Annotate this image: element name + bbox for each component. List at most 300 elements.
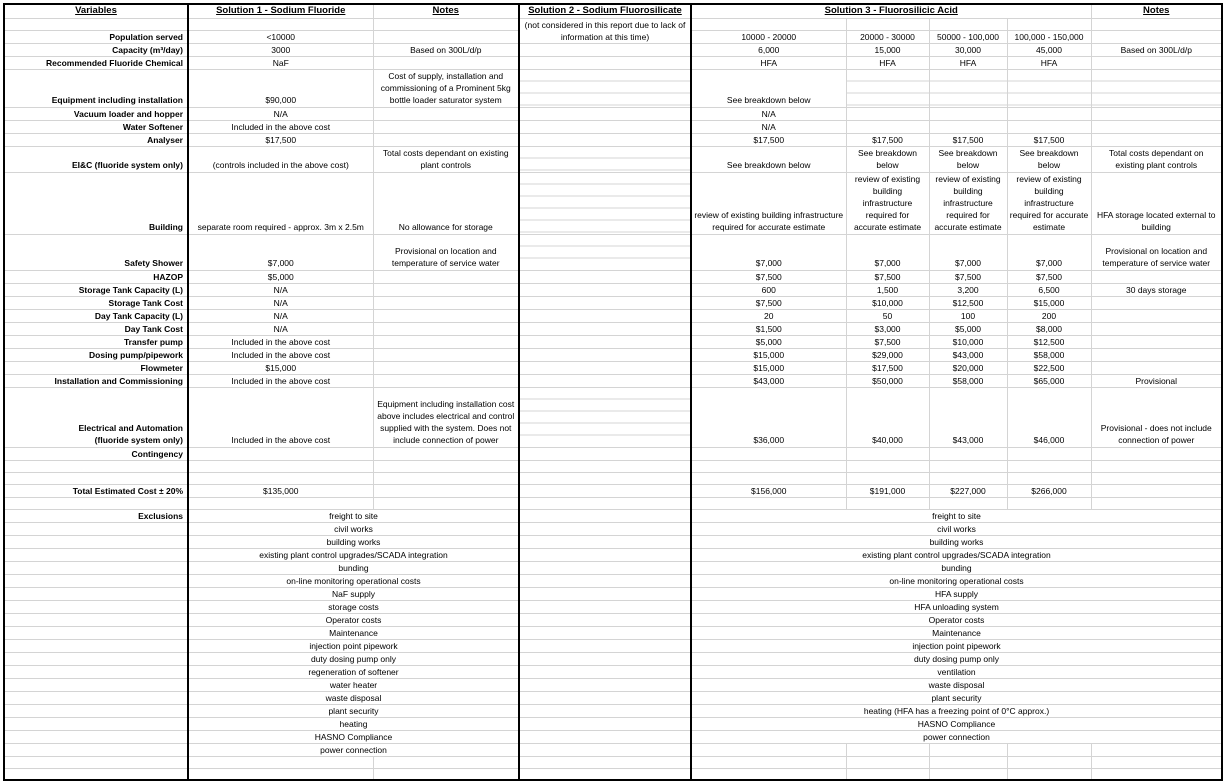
cell-blank [188,756,373,768]
exclusion-sol1-item: duty dosing pump only [188,652,519,665]
cell-blank [1091,472,1222,484]
cell-storage-tank-capacity-sol1: N/A [188,283,373,296]
table-row [4,283,1222,296]
cell-total-estimated-cost-sol3-2: $191,000 [846,484,929,497]
cell-blank [519,613,691,626]
cell-blank [188,460,373,472]
cell-installation-and-commissioning-variable: Installation and Commissioning [4,374,188,387]
cell-vacuum-loader-and-hopper-variable: Vacuum loader and hopper [4,107,188,120]
cell-transfer-pump-sol3-2: $7,500 [846,335,929,348]
cell-blank [1091,18,1222,30]
cell-eic-fluoride-system-only-note3: Total costs dependant on existing plant controls [1091,146,1222,172]
cell-population-served-sol3-4: 100,000 - 150,000 [1007,30,1091,43]
cell-blank [929,756,1007,768]
table-row [4,522,1222,535]
cell-day-tank-cost-sol3-4: $8,000 [1007,322,1091,335]
cell-storage-tank-cost-sol3-2: $10,000 [846,296,929,309]
cell-blank [519,665,691,678]
cell-total-estimated-cost-sol2 [519,484,691,497]
cell-storage-tank-cost-sol3-3: $12,500 [929,296,1007,309]
cell-installation-and-commissioning-note3: Provisional [1091,374,1222,387]
cell-blank [1007,472,1091,484]
cell-blank [1007,768,1091,780]
cell-blank [519,626,691,639]
cell-dosing-pump-pipework-sol3-3: $43,000 [929,348,1007,361]
cell-eic-fluoride-system-only-sol1: (controls included in the above cost) [188,146,373,172]
cell-storage-tank-cost-sol3-1: $7,500 [691,296,846,309]
table-row [4,18,1222,30]
cell-equipment-including-installation-sol3-3 [929,69,1007,107]
header-solution3: Solution 3 - Fluorosilicic Acid [691,4,1091,18]
label-line-1: Electrical and Automation [78,422,183,433]
exclusion-sol1-item: waste disposal [188,691,519,704]
table-row [4,561,1222,574]
table-row [4,678,1222,691]
cell-flowmeter-sol2 [519,361,691,374]
cell-blank [929,497,1007,509]
cell-analyser-sol3-4: $17,500 [1007,133,1091,146]
cell-recommended-fluoride-chemical-sol1: NaF [188,56,373,69]
cell-water-softener-note3 [1091,120,1222,133]
exclusion-sol3-item: freight to site [691,509,1222,522]
cell-transfer-pump-note3 [1091,335,1222,348]
table-row [4,447,1222,460]
cell-population-served-note1 [373,30,519,43]
cell-flowmeter-sol3-2: $17,500 [846,361,929,374]
cell-installation-and-commissioning-sol3-4: $65,000 [1007,374,1091,387]
cell-building-note3: HFA storage located external to building [1091,172,1222,234]
cell-exclusions-label [4,587,188,600]
cell-blank [846,743,929,756]
cell-analyser-note3 [1091,133,1222,146]
cell-equipment-including-installation-note1: Cost of supply, installation and commissioning of a Prominent 5kg bottle loader saturator system [373,69,519,107]
cell-blank [519,704,691,717]
cell-water-softener-sol3-2 [846,120,929,133]
exclusion-sol1-item: water heater [188,678,519,691]
table-row [4,717,1222,730]
cell-hazop-sol3-3: $7,500 [929,270,1007,283]
cell-recommended-fluoride-chemical-note1 [373,56,519,69]
cell-capacity-sol3-1: 6,000 [691,43,846,56]
cell-water-softener-variable: Water Softener [4,120,188,133]
cell-day-tank-capacity-sol3-3: 100 [929,309,1007,322]
cell-analyser-sol2 [519,133,691,146]
cell-capacity-sol3-3: 30,000 [929,43,1007,56]
cell-electrical-and-automation-note1: Equipment including installation cost above includes electrical and control supplied with the system. Does not include connection of power [373,387,519,447]
cell-exclusions-label [4,548,188,561]
cell-blank [4,472,188,484]
cell-population-served-sol3-2: 20000 - 30000 [846,30,929,43]
cell-population-served-note3 [1091,30,1222,43]
cell-population-served-variable: Population served [4,30,188,43]
cell-flowmeter-variable: Flowmeter [4,361,188,374]
exclusion-sol3-item: injection point pipework [691,639,1222,652]
solution2-note: (not considered in this report due to lack of information at this time) [519,18,691,43]
table-row [4,613,1222,626]
cell-blank [519,497,691,509]
cell-capacity-note1: Based on 300L/d/p [373,43,519,56]
exclusion-sol3-item: power connection [691,730,1222,743]
cell-exclusions-label [4,652,188,665]
exclusion-sol1-item: on-line monitoring operational costs [188,574,519,587]
cell-storage-tank-capacity-note1 [373,283,519,296]
cell-blank [1091,768,1222,780]
cell-recommended-fluoride-chemical-sol3-1: HFA [691,56,846,69]
cell-contingency-variable: Contingency [4,447,188,460]
cell-hazop-variable: HAZOP [4,270,188,283]
cell-contingency-sol1 [188,447,373,460]
cell-recommended-fluoride-chemical-sol2 [519,56,691,69]
cell-electrical-and-automation-sol3-4: $46,000 [1007,387,1091,447]
cell-storage-tank-cost-note1 [373,296,519,309]
exclusion-sol1-item: freight to site [188,509,519,522]
exclusion-sol1-item: Operator costs [188,613,519,626]
table-row [4,460,1222,472]
cell-day-tank-cost-sol3-1: $1,500 [691,322,846,335]
cell-flowmeter-sol1: $15,000 [188,361,373,374]
cell-eic-fluoride-system-only-variable: EI&C (fluoride system only) [4,146,188,172]
cell-contingency-sol3-1 [691,447,846,460]
cell-storage-tank-capacity-sol3-1: 600 [691,283,846,296]
cell-blank [373,756,519,768]
cell-water-softener-sol3-4 [1007,120,1091,133]
cell-day-tank-capacity-variable: Day Tank Capacity (L) [4,309,188,322]
cell-vacuum-loader-and-hopper-sol2 [519,107,691,120]
cell-blank [519,652,691,665]
exclusion-sol1-item: HASNO Compliance [188,730,519,743]
cell-flowmeter-sol3-4: $22,500 [1007,361,1091,374]
table-row [4,574,1222,587]
table-row [4,322,1222,335]
cell-electrical-and-automation-sol3-2: $40,000 [846,387,929,447]
cell-storage-tank-cost-note3 [1091,296,1222,309]
exclusion-sol1-item: regeneration of softener [188,665,519,678]
cell-storage-tank-cost-sol1: N/A [188,296,373,309]
cell-hazop-sol3-2: $7,500 [846,270,929,283]
cell-blank [4,768,188,780]
table-row [4,691,1222,704]
table-row [4,639,1222,652]
cell-storage-tank-cost-sol3-4: $15,000 [1007,296,1091,309]
cell-analyser-note1 [373,133,519,146]
cell-safety-shower-sol3-2: $7,000 [846,234,929,270]
cell-flowmeter-note3 [1091,361,1222,374]
cell-blank [519,561,691,574]
cell-building-sol1: separate room required - approx. 3m x 2.5m [188,172,373,234]
table-row [4,509,1222,522]
cell-hazop-note3 [1091,270,1222,283]
cell-blank [1091,743,1222,756]
table-row [4,120,1222,133]
cell-storage-tank-capacity-sol3-4: 6,500 [1007,283,1091,296]
cell-blank [1007,497,1091,509]
cell-blank [846,756,929,768]
label-line-2: (fluoride system only) [94,434,183,445]
cell-safety-shower-note3: Provisional on location and temperature of service water [1091,234,1222,270]
cell-electrical-and-automation-note3: Provisional - does not include connection of power [1091,387,1222,447]
cell-blank [519,743,691,756]
cell-capacity-sol1: 3000 [188,43,373,56]
cell-blank [691,768,846,780]
cell-electrical-and-automation-sol1: Included in the above cost [188,387,373,447]
cell-blank [188,497,373,509]
cell-exclusions-label [4,522,188,535]
exclusion-sol1-item: civil works [188,522,519,535]
cell-exclusions-label [4,574,188,587]
cell-blank [929,460,1007,472]
cell-exclusions-label [4,535,188,548]
cell-total-estimated-cost-sol3-3: $227,000 [929,484,1007,497]
cell-day-tank-cost-variable: Day Tank Cost [4,322,188,335]
table-row [4,361,1222,374]
cell-installation-and-commissioning-sol3-2: $50,000 [846,374,929,387]
cell-electrical-and-automation-variable [4,387,188,447]
cell-blank [846,460,929,472]
table-row [4,535,1222,548]
table-row [4,348,1222,361]
cell-storage-tank-cost-variable: Storage Tank Cost [4,296,188,309]
cell-blank [4,756,188,768]
table-row [4,756,1222,768]
cell-electrical-and-automation-sol3-3: $43,000 [929,387,1007,447]
exclusion-sol1-item: bunding [188,561,519,574]
cell-total-estimated-cost-note3 [1091,484,1222,497]
cell-vacuum-loader-and-hopper-sol3-3 [929,107,1007,120]
exclusion-sol3-item: plant security [691,691,1222,704]
cell-day-tank-capacity-sol2 [519,309,691,322]
table-row [4,587,1222,600]
cell-blank [929,743,1007,756]
cell-blank [691,18,846,30]
header-solution1: Solution 1 - Sodium Fluoride [188,4,373,18]
cell-blank [1007,18,1091,30]
cell-hazop-sol3-1: $7,500 [691,270,846,283]
cell-eic-fluoride-system-only-sol3-4: See breakdown below [1007,146,1091,172]
table-row [4,743,1222,756]
cell-day-tank-cost-sol3-2: $3,000 [846,322,929,335]
cell-blank [691,497,846,509]
cell-blank [519,768,691,780]
table-row [4,309,1222,322]
cell-eic-fluoride-system-only-sol3-3: See breakdown below [929,146,1007,172]
cell-blank [519,600,691,613]
cell-blank [519,730,691,743]
table-row [4,730,1222,743]
cell-blank [691,460,846,472]
cell-blank [929,18,1007,30]
cell-blank [519,535,691,548]
cell-storage-tank-capacity-sol2 [519,283,691,296]
cell-day-tank-cost-sol3-3: $5,000 [929,322,1007,335]
table-row [4,387,1222,447]
exclusion-sol1-item: Maintenance [188,626,519,639]
cell-safety-shower-variable: Safety Shower [4,234,188,270]
cell-capacity-note3: Based on 300L/d/p [1091,43,1222,56]
table-row [4,548,1222,561]
exclusion-sol1-item: NaF supply [188,587,519,600]
cell-blank [188,472,373,484]
cost-comparison-table [3,3,1223,781]
cell-day-tank-capacity-sol3-2: 50 [846,309,929,322]
cell-blank [519,522,691,535]
cell-storage-tank-capacity-variable: Storage Tank Capacity (L) [4,283,188,296]
exclusion-sol1-item: building works [188,535,519,548]
cell-day-tank-cost-sol2 [519,322,691,335]
cell-eic-fluoride-system-only-sol3-1: See breakdown below [691,146,846,172]
cell-water-softener-sol1: Included in the above cost [188,120,373,133]
cell-vacuum-loader-and-hopper-sol3-2 [846,107,929,120]
cell-blank [373,460,519,472]
cell-blank [1091,460,1222,472]
cell-dosing-pump-pipework-note1 [373,348,519,361]
cell-blank [1007,743,1091,756]
table-row [4,472,1222,484]
cell-population-served-sol1: <10000 [188,30,373,43]
cell-blank [4,18,188,30]
cell-capacity-sol3-4: 45,000 [1007,43,1091,56]
cell-exclusions-label [4,704,188,717]
cell-water-softener-sol3-3 [929,120,1007,133]
cell-blank [519,472,691,484]
cell-exclusions-label [4,717,188,730]
header-variables: Variables [4,4,188,18]
cell-installation-and-commissioning-sol3-3: $58,000 [929,374,1007,387]
cell-dosing-pump-pipework-note3 [1091,348,1222,361]
cell-day-tank-capacity-note1 [373,309,519,322]
table-row [4,484,1222,497]
exclusion-sol3-item: existing plant control upgrades/SCADA integration [691,548,1222,561]
cell-capacity-sol2 [519,43,691,56]
cell-blank [691,472,846,484]
cell-vacuum-loader-and-hopper-sol1: N/A [188,107,373,120]
cell-analyser-sol3-3: $17,500 [929,133,1007,146]
cell-water-softener-sol3-1: N/A [691,120,846,133]
cell-blank [188,768,373,780]
cell-blank [4,460,188,472]
exclusion-sol3-item: HFA supply [691,587,1222,600]
cell-installation-and-commissioning-note1 [373,374,519,387]
cell-blank [519,574,691,587]
table-row [4,497,1222,509]
cell-total-estimated-cost-note1 [373,484,519,497]
cell-analyser-variable: Analyser [4,133,188,146]
table-row [4,234,1222,270]
cell-transfer-pump-sol1: Included in the above cost [188,335,373,348]
cell-blank [373,768,519,780]
cell-water-softener-sol2 [519,120,691,133]
header-notes-3: Notes [1091,4,1222,18]
cell-building-sol3-1: review of existing building infrastructure required for accurate estimate [691,172,846,234]
cell-building-sol3-3: review of existing building infrastructure required for accurate estimate [929,172,1007,234]
cell-contingency-sol3-3 [929,447,1007,460]
exclusion-sol3-item: civil works [691,522,1222,535]
exclusion-sol3-item: waste disposal [691,678,1222,691]
cell-hazop-sol1: $5,000 [188,270,373,283]
cell-blank [846,472,929,484]
exclusion-sol1-item: storage costs [188,600,519,613]
exclusion-sol3-item: duty dosing pump only [691,652,1222,665]
table-body [4,4,1222,780]
cell-dosing-pump-pipework-sol3-2: $29,000 [846,348,929,361]
cell-installation-and-commissioning-sol1: Included in the above cost [188,374,373,387]
cell-transfer-pump-sol3-4: $12,500 [1007,335,1091,348]
table-row [4,69,1222,107]
cell-dosing-pump-pipework-sol3-1: $15,000 [691,348,846,361]
cell-electrical-and-automation-sol3-1: $36,000 [691,387,846,447]
cell-exclusions-label [4,730,188,743]
cell-hazop-note1 [373,270,519,283]
table-row [4,133,1222,146]
exclusion-sol3-item: building works [691,535,1222,548]
cell-recommended-fluoride-chemical-variable: Recommended Fluoride Chemical [4,56,188,69]
table-row [4,626,1222,639]
cell-blank [519,756,691,768]
cell-equipment-including-installation-sol1: $90,000 [188,69,373,107]
table-row [4,107,1222,120]
cell-blank [519,717,691,730]
cell-safety-shower-sol2 [519,234,691,270]
exclusion-sol1-item: existing plant control upgrades/SCADA integration [188,548,519,561]
cell-blank [929,472,1007,484]
cell-total-estimated-cost-sol3-1: $156,000 [691,484,846,497]
table-row [4,374,1222,387]
cell-flowmeter-sol3-1: $15,000 [691,361,846,374]
cell-exclusions-label [4,691,188,704]
cell-population-served-sol3-3: 50000 - 100,000 [929,30,1007,43]
cell-dosing-pump-pipework-sol3-4: $58,000 [1007,348,1091,361]
header-solution2: Solution 2 - Sodium Fluorosilicate [519,4,691,18]
cell-blank [846,497,929,509]
cell-recommended-fluoride-chemical-sol3-2: HFA [846,56,929,69]
cell-total-estimated-cost-sol3-4: $266,000 [1007,484,1091,497]
table-row [4,43,1222,56]
table-row [4,768,1222,780]
cell-safety-shower-sol3-4: $7,000 [1007,234,1091,270]
cell-recommended-fluoride-chemical-note3 [1091,56,1222,69]
cell-blank [373,497,519,509]
cell-recommended-fluoride-chemical-sol3-3: HFA [929,56,1007,69]
exclusion-sol3-item: bunding [691,561,1222,574]
cell-vacuum-loader-and-hopper-sol3-4 [1007,107,1091,120]
cell-eic-fluoride-system-only-sol3-2: See breakdown below [846,146,929,172]
cell-transfer-pump-sol3-1: $5,000 [691,335,846,348]
cell-exclusions-label [4,639,188,652]
cell-blank [846,18,929,30]
cell-blank [929,768,1007,780]
table-row [4,172,1222,234]
exclusion-sol3-item: ventilation [691,665,1222,678]
cell-blank [519,460,691,472]
cell-exclusions-label [4,600,188,613]
cell-equipment-including-installation-sol3-1: See breakdown below [691,69,846,107]
table-row [4,270,1222,283]
cell-blank [519,587,691,600]
cell-storage-tank-cost-sol2 [519,296,691,309]
cell-day-tank-cost-note3 [1091,322,1222,335]
cell-exclusions-label [4,665,188,678]
cell-building-note1: No allowance for storage [373,172,519,234]
cell-total-estimated-cost-variable: Total Estimated Cost ± 20% [4,484,188,497]
cell-storage-tank-capacity-note3: 30 days storage [1091,283,1222,296]
cell-blank [373,472,519,484]
cell-eic-fluoride-system-only-sol2 [519,146,691,172]
cell-blank [519,691,691,704]
exclusion-sol3-item: HFA unloading system [691,600,1222,613]
exclusion-sol1-item: heating [188,717,519,730]
cell-flowmeter-note1 [373,361,519,374]
cell-blank [691,743,846,756]
cell-exclusions-label [4,678,188,691]
